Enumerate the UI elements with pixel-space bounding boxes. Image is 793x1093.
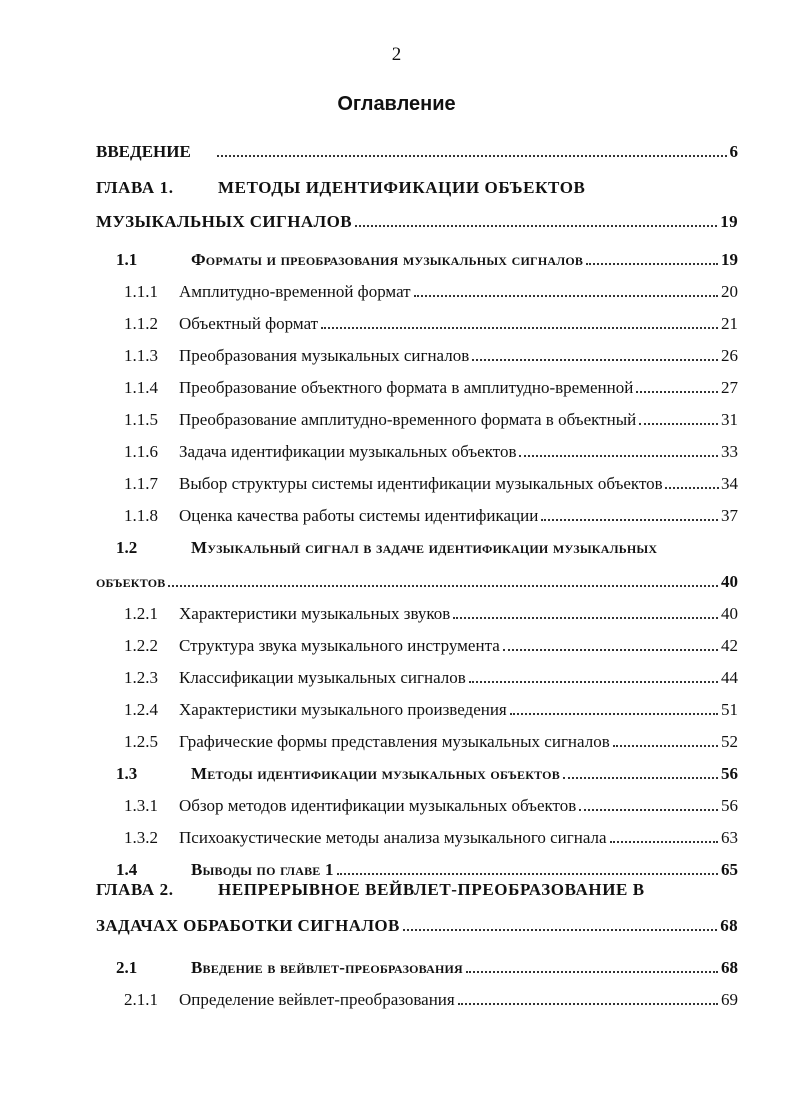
toc-entry-subsection[interactable]: [96, 468, 738, 494]
chapter2-title-line1: НЕПРЕРЫВНОЕ ВЕЙВЛЕТ-ПРЕОБРАЗОВАНИЕ В: [218, 880, 645, 899]
toc-entry-intro[interactable]: [96, 136, 738, 162]
toc-entry-section-heading[interactable]: [96, 532, 738, 558]
section-title-line2: объектов: [96, 572, 166, 591]
intro-label: ВВЕДЕНИЕ: [96, 142, 191, 161]
subsection-page: 69: [721, 990, 738, 1009]
subsection-title: Задача идентификации музыкальных объектов: [179, 442, 517, 461]
section-number: 2.1: [116, 958, 138, 977]
toc-entry-chapter2[interactable]: [96, 910, 738, 936]
subsection-title: Преобразование амплитудно-временного формата в объектный: [179, 410, 637, 429]
subsection-page: 37: [721, 506, 738, 525]
subsection-page: 52: [721, 732, 738, 751]
chapter1-number: ГЛАВА 1.: [96, 178, 174, 197]
chapter2-page: 68: [720, 916, 738, 935]
toc-entry-subsection[interactable]: [96, 308, 738, 334]
leader-dots: [453, 617, 718, 619]
section-page: 40: [721, 572, 738, 591]
leader-dots: [613, 745, 718, 747]
toc-entry-section[interactable]: [96, 244, 738, 270]
toc-entry-subsection[interactable]: [96, 726, 738, 752]
toc-entry-subsection[interactable]: [96, 694, 738, 720]
leader-dots: [337, 873, 718, 875]
toc-entry-subsection[interactable]: [96, 822, 738, 848]
subsection-page: 26: [721, 346, 738, 365]
subsection-title: Преобразование объектного формата в амплитудно-временной: [179, 378, 634, 397]
section-page: 65: [721, 860, 738, 879]
leader-dots: [321, 327, 718, 329]
section-number: 1.1: [116, 250, 138, 269]
subsection-page: 56: [721, 796, 738, 815]
subsection-page: 20: [721, 282, 738, 301]
toc-entry-subsection[interactable]: [96, 500, 738, 526]
leader-dots: [519, 455, 718, 457]
leader-dots: [579, 809, 718, 811]
subsection-number: 1.3.2: [124, 828, 158, 847]
subsection-number: 1.1.1: [124, 282, 158, 301]
subsection-number: 1.2.4: [124, 700, 158, 719]
subsection-page: 33: [721, 442, 738, 461]
leader-dots: [503, 649, 718, 651]
subsection-number: 1.1.5: [124, 410, 158, 429]
leader-dots: [665, 487, 719, 489]
leader-dots: [414, 295, 718, 297]
subsection-title: Психоакустические методы анализа музыкального сигнала: [179, 828, 607, 847]
toc-entry-subsection[interactable]: [96, 598, 738, 624]
subsection-title: Классификации музыкальных сигналов: [179, 668, 466, 687]
section-page: 19: [721, 250, 738, 269]
leader-dots: [563, 777, 718, 779]
toc-title: Оглавление: [337, 93, 456, 115]
toc-entry-subsection[interactable]: [96, 404, 738, 430]
section-title: Форматы и преобразования музыкальных сигналов: [191, 250, 584, 269]
chapter2-title-line2: ЗАДАЧАХ ОБРАБОТКИ СИГНАЛОВ: [96, 916, 400, 935]
chapter1-page: 19: [720, 212, 738, 231]
section-number: 1.3: [116, 764, 138, 783]
subsection-number: 1.1.3: [124, 346, 158, 365]
subsection-title: Определение вейвлет-преобразования: [179, 990, 455, 1009]
toc-entry-section[interactable]: [96, 854, 738, 880]
section-title: Введение в вейвлет-преобразования: [191, 958, 463, 977]
toc-entry-section[interactable]: [96, 952, 738, 978]
subsection-number: 1.1.4: [124, 378, 158, 397]
leader-dots: [610, 841, 718, 843]
leader-dots: [355, 225, 717, 227]
leader-dots: [168, 585, 718, 587]
subsection-number: 1.2.1: [124, 604, 158, 623]
subsection-number: 1.3.1: [124, 796, 158, 815]
subsection-number: 1.2.5: [124, 732, 158, 751]
subsection-number: 1.1.8: [124, 506, 158, 525]
subsection-title: Обзор методов идентификации музыкальных объектов: [179, 796, 577, 815]
section-number: 1.4: [116, 860, 138, 879]
subsection-page: 44: [721, 668, 738, 687]
leader-dots: [466, 971, 718, 973]
chapter1-title-line1: МЕТОДЫ ИДЕНТИФИКАЦИИ ОБЪЕКТОВ: [218, 178, 586, 197]
subsection-page: 31: [721, 410, 738, 429]
subsection-number: 2.1.1: [124, 990, 158, 1009]
subsection-page: 21: [721, 314, 738, 333]
leader-dots: [586, 263, 718, 265]
section-title: Выводы по главе 1: [191, 860, 334, 879]
chapter1-title-line2: МУЗЫКАЛЬНЫХ СИГНАЛОВ: [96, 212, 352, 231]
subsection-page: 40: [721, 604, 738, 623]
leader-dots: [469, 681, 718, 683]
chapter1-heading[interactable]: [96, 178, 585, 198]
chapter2-number: ГЛАВА 2.: [96, 880, 174, 899]
subsection-page: 42: [721, 636, 738, 655]
leader-dots: [636, 391, 718, 393]
subsection-page: 34: [721, 474, 738, 493]
toc-entry-subsection[interactable]: [96, 662, 738, 688]
subsection-title: Структура звука музыкального инструмента: [179, 636, 500, 655]
leader-dots: [403, 929, 717, 931]
toc-entry-chapter1[interactable]: [96, 206, 738, 232]
subsection-number: 1.2.3: [124, 668, 158, 687]
subsection-number: 1.1.2: [124, 314, 158, 333]
subsection-title: Характеристики музыкальных звуков: [179, 604, 451, 623]
leader-dots: [510, 713, 718, 715]
section-number: 1.2: [116, 538, 138, 557]
subsection-number: 1.2.2: [124, 636, 158, 655]
subsection-title: Графические формы представления музыкальных сигналов: [179, 732, 610, 751]
intro-page: 6: [729, 142, 738, 161]
subsection-title: Характеристики музыкального произведения: [179, 700, 507, 719]
toc-entry-section[interactable]: [96, 758, 738, 784]
subsection-page: 51: [721, 700, 738, 719]
toc-entry-subsection[interactable]: [96, 276, 738, 302]
subsection-title: Амплитудно-временной формат: [179, 282, 411, 301]
chapter2-heading[interactable]: [96, 880, 645, 900]
toc-entry-subsection[interactable]: [96, 984, 738, 1010]
toc-entry-subsection[interactable]: [96, 372, 738, 398]
section-title-line1: Музыкальный сигнал в задаче идентификации музыкальных: [191, 538, 658, 557]
section-page: 68: [721, 958, 738, 977]
subsection-number: 1.1.6: [124, 442, 158, 461]
subsection-title: Преобразования музыкальных сигналов: [179, 346, 470, 365]
subsection-page: 27: [721, 378, 738, 397]
toc-entry-subsection[interactable]: [96, 630, 738, 656]
toc-entry-subsection[interactable]: [96, 436, 738, 462]
toc-entry-subsection[interactable]: [96, 340, 738, 366]
section-title: Методы идентификации музыкальных объектов: [191, 764, 560, 783]
toc-entry-subsection[interactable]: [96, 790, 738, 816]
subsection-page: 63: [721, 828, 738, 847]
subsection-title: Выбор структуры системы идентификации музыкальных объектов: [179, 474, 663, 493]
subsection-title: Оценка качества работы системы идентификации: [179, 506, 539, 525]
leader-dots: [217, 155, 727, 157]
subsection-number: 1.1.7: [124, 474, 158, 493]
leader-dots: [541, 519, 718, 521]
leader-dots: [639, 423, 718, 425]
toc-entry-section[interactable]: [96, 566, 738, 592]
section-page: 56: [721, 764, 738, 783]
subsection-title: Объектный формат: [179, 314, 319, 333]
leader-dots: [458, 1003, 718, 1005]
page-number: 2: [391, 44, 402, 65]
leader-dots: [472, 359, 718, 361]
